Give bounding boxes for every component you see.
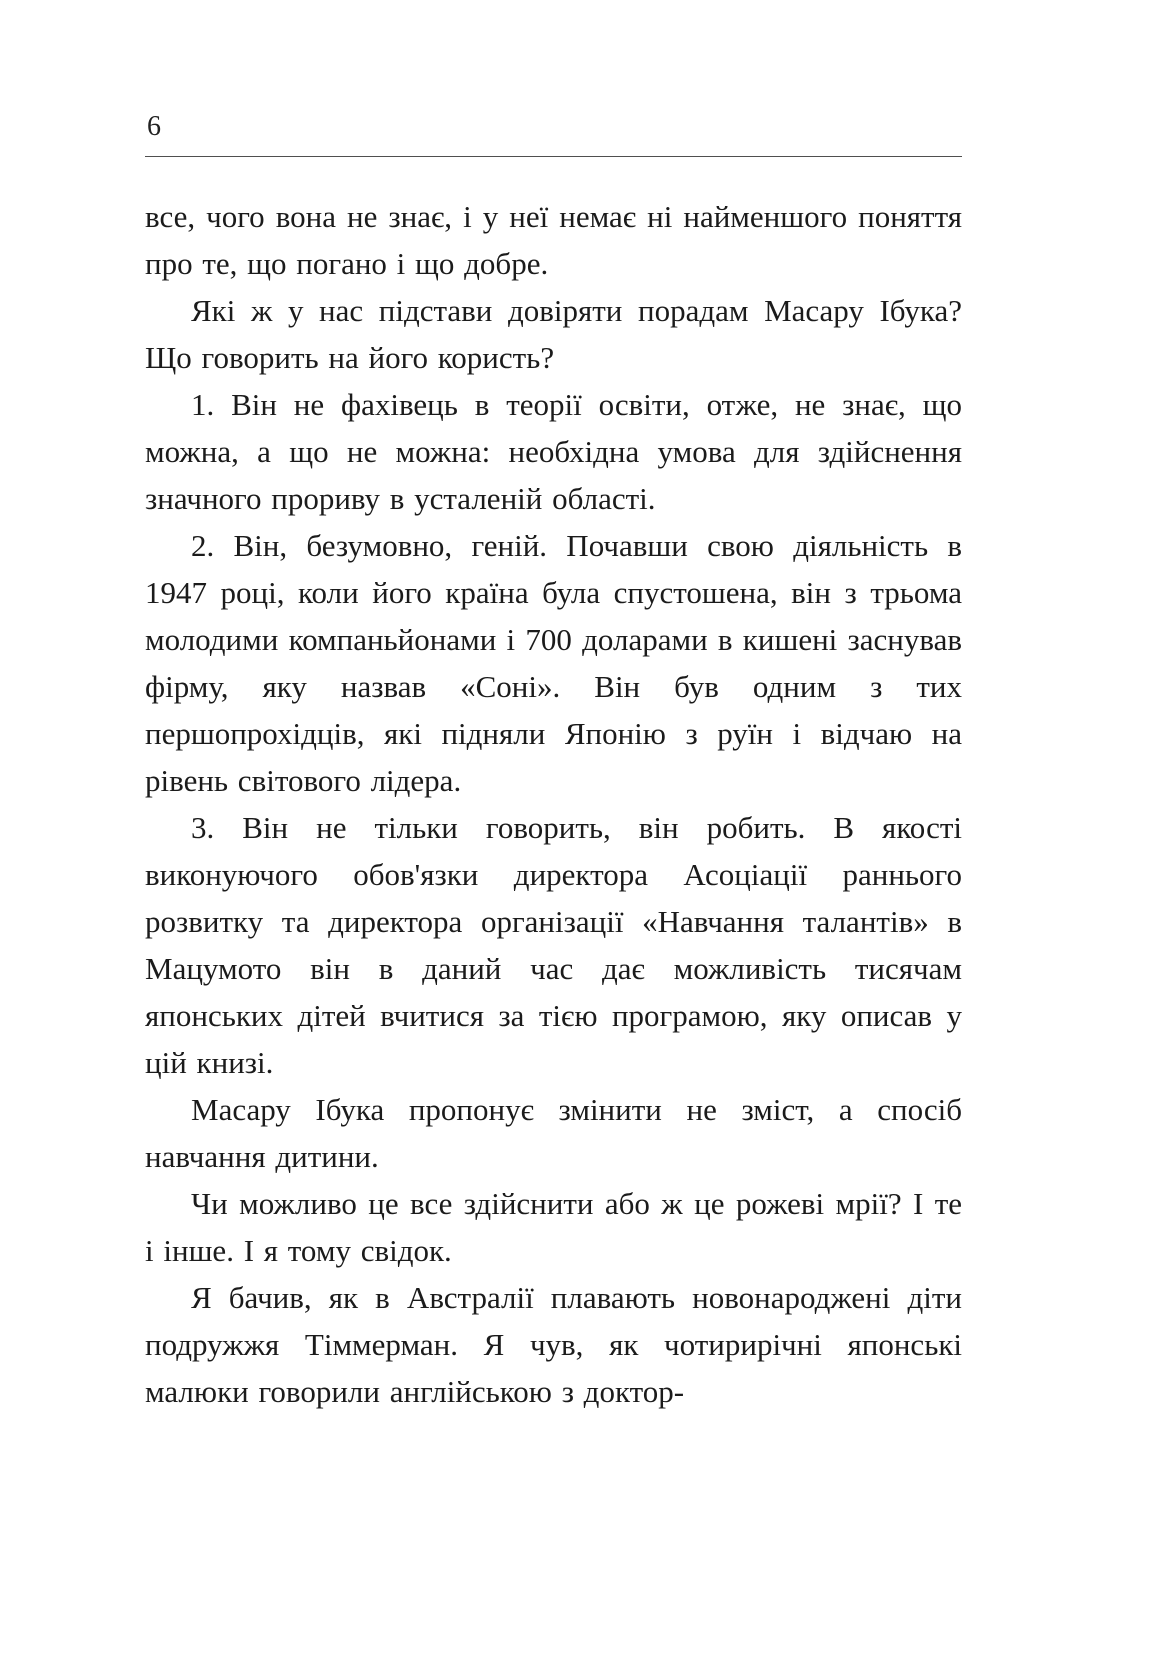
- paragraph: все, чого вона не знає, і у неї немає ні найменшого поняття про те, що погано і що добре.: [145, 198, 962, 281]
- header-rule: [145, 156, 962, 157]
- page-header: [145, 112, 962, 157]
- paragraph: 2. Він, безумовно, геній. Почавши свою діяльність в 1947 році, коли його країна була спустошена, він з трьома молодими компаньйонами і 700 доларами в кишені заснував фірму, яку назвав «Соні». Він був одним з тих першопрохідців, які підняли Японію з руїн і відчаю на рівень світового лідера.: [145, 527, 962, 798]
- paragraph: Які ж у нас підстави довіряти порадам Масару Ібука? Що говорить на його користь?: [145, 292, 962, 375]
- paragraph: 3. Він не тільки говорить, він робить. В якості виконуючого обов'язки директора Асоціації раннього розвитку та директора організації «Навчання талантів» в Мацумото він в даний час дає можливість тисячам японських дітей вчитися за тією програмою, яку описав у цій книзі.: [145, 809, 962, 1080]
- paragraph: Я бачив, як в Австралії плавають новонароджені діти подружжя Тіммерман. Я чув, як чотирирічні японські малюки говорили англійською з доктор-: [145, 1279, 962, 1409]
- paragraph: Чи можливо це все здійснити або ж це рожеві мрії? І те і інше. І я тому свідок.: [145, 1185, 962, 1268]
- page-number: 6: [147, 111, 161, 142]
- paragraph: Масару Ібука пропонує змінити не зміст, а спосіб навчання дитини.: [145, 1091, 962, 1174]
- paragraph: 1. Він не фахівець в теорії освіти, отже, не знає, що можна, а що не можна: необхідна умова для здійснення значного прориву в усталеній області.: [145, 386, 962, 516]
- page-body: [145, 193, 962, 1415]
